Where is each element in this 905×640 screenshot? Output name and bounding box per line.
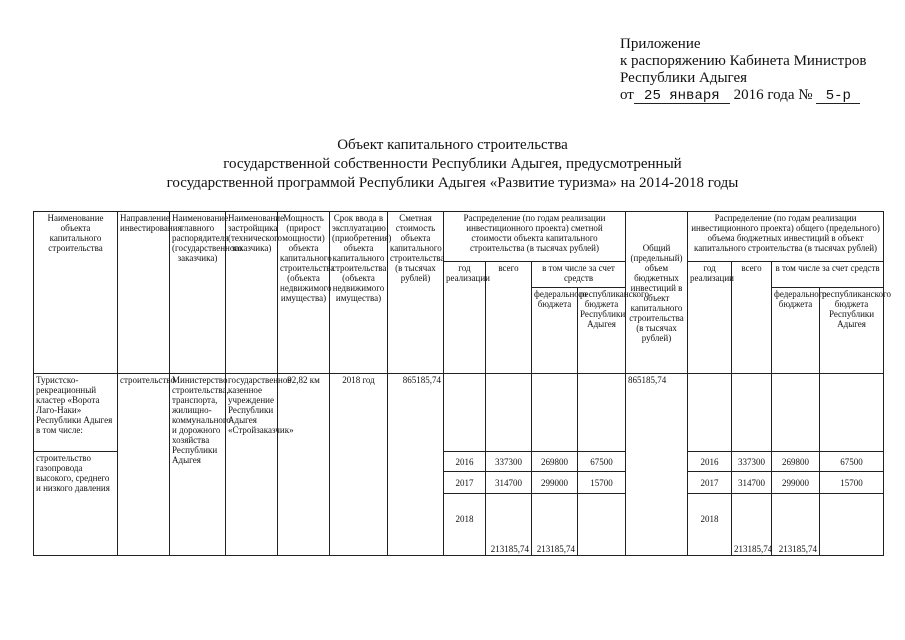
row-year-2: 2018 (688, 494, 732, 556)
header-distribution-budget: Распределение (по годам реализации инвестиционного проекта) общего (предельного) объема бюджетных инвестиций в объект капитального строительства (в тысячах рублей) (688, 212, 884, 262)
header-including-2: в том числе за счет средств (772, 262, 884, 288)
row-total-2: 213185,74 (732, 494, 772, 556)
header-total-budget: Общий (предельный) объем бюджетных инвестиций в объект капитального строительства (в тысячах рублей) (626, 212, 688, 374)
row-republic-2: 15700 (820, 472, 884, 494)
header-customer: Наименование главного распорядителя (государственного заказчика) (170, 212, 226, 374)
row-federal: 269800 (532, 452, 578, 472)
document-title (100, 136, 805, 193)
title-line-2: государственной собственности Республики Адыгея, предусмотренный (223, 156, 682, 172)
object-subname: строительство газопровода высокого, среднего и низкого давления (34, 452, 118, 556)
header-including: в том числе за счет средств (532, 262, 626, 288)
header-distribution-cost: Распределение (по годам реализации инвестиционного проекта) сметной стоимости объекта капитального строительства (в тысячах рублей) (444, 212, 626, 262)
header-federal-2: федерального бюджета (772, 288, 820, 374)
row-federal-2: 299000 (772, 472, 820, 494)
empty-cell (486, 374, 532, 452)
title-line-1: Объект капитального строительства (337, 137, 568, 153)
row-year: 2016 (444, 452, 486, 472)
header-republic: республиканского бюджета Республики Адыгея (578, 288, 626, 374)
object-name: Туристско-рекреационный кластер «Ворота Лаго-Наки» Республики Адыгея в том числе: (34, 374, 118, 452)
capital-construction-table (33, 211, 892, 556)
row-total: 213185,74 (486, 494, 532, 556)
header-total: всего (486, 262, 532, 374)
year-label: 2016 года № (733, 87, 813, 103)
row-total-2: 314700 (732, 472, 772, 494)
header-name: Наименование объекта капитального строительства (34, 212, 118, 374)
row-total: 337300 (486, 452, 532, 472)
header-cost: Сметная стоимость объекта капитального строительства (в тысячах рублей) (388, 212, 444, 374)
row-federal: 213185,74 (532, 494, 578, 556)
row-total-2: 337300 (732, 452, 772, 472)
row-total: 314700 (486, 472, 532, 494)
header-republic-2: республиканского бюджета Республики Адыгея (820, 288, 884, 374)
object-deadline: 2018 год (330, 374, 388, 556)
object-customer: Министерство строительства, транспорта, жилищно-коммунального и дорожного хозяйства Республики Адыгея (170, 374, 226, 556)
date-prefix: от (620, 87, 634, 103)
row-federal: 299000 (532, 472, 578, 494)
empty-cell (578, 374, 626, 452)
appendix-block (620, 36, 866, 104)
row-year: 2018 (444, 494, 486, 556)
row-republic: 15700 (578, 472, 626, 494)
empty-cell (772, 374, 820, 452)
appendix-line-2: к распоряжению Кабинета Министров (620, 53, 867, 69)
row-year-2: 2017 (688, 472, 732, 494)
header-deadline: Срок ввода в эксплуатацию (приобретения) объекта капитального строительства (объекта недвижимого имущества) (330, 212, 388, 374)
empty-cell (532, 374, 578, 452)
header-year: год реализации (444, 262, 486, 374)
empty-cell (444, 374, 486, 452)
appendix-date-line (620, 87, 866, 104)
order-number: 5-р (816, 89, 860, 104)
row-year: 2017 (444, 472, 486, 494)
row-republic: 67500 (578, 452, 626, 472)
empty-cell (820, 374, 884, 452)
object-developer: государственное казенное учреждение Республики Адыгея «Стройзаказчик» (226, 374, 278, 556)
row-republic-2: 67500 (820, 452, 884, 472)
row-republic-2 (820, 494, 884, 556)
empty-cell (732, 374, 772, 452)
object-cost: 865185,74 (388, 374, 444, 556)
row-federal-2: 213185,74 (772, 494, 820, 556)
appendix-line-1: Приложение (620, 36, 701, 52)
date-value: 25 января (634, 89, 730, 104)
row-year-2: 2016 (688, 452, 732, 472)
header-developer: Наименование застройщика (технического заказчика) (226, 212, 278, 374)
title-line-3: государственной программой Республики Адыгея «Развитие туризма» на 2014-2018 годы (166, 175, 739, 191)
row-federal-2: 269800 (772, 452, 820, 472)
object-total-budget: 865185,74 (626, 374, 688, 556)
object-direction: строительство (118, 374, 170, 556)
object-capacity: 92,82 км (278, 374, 330, 556)
header-total-2: всего (732, 262, 772, 374)
header-year-2: год реализации (688, 262, 732, 374)
header-direction: Направление инвестирования (118, 212, 170, 374)
empty-cell (688, 374, 732, 452)
appendix-line-3: Республики Адыгея (620, 70, 748, 86)
header-capacity: Мощность (прирост мощности) объекта капитального строительства (объекта недвижимого имущества) (278, 212, 330, 374)
header-federal: федерального бюджета (532, 288, 578, 374)
row-republic (578, 494, 626, 556)
